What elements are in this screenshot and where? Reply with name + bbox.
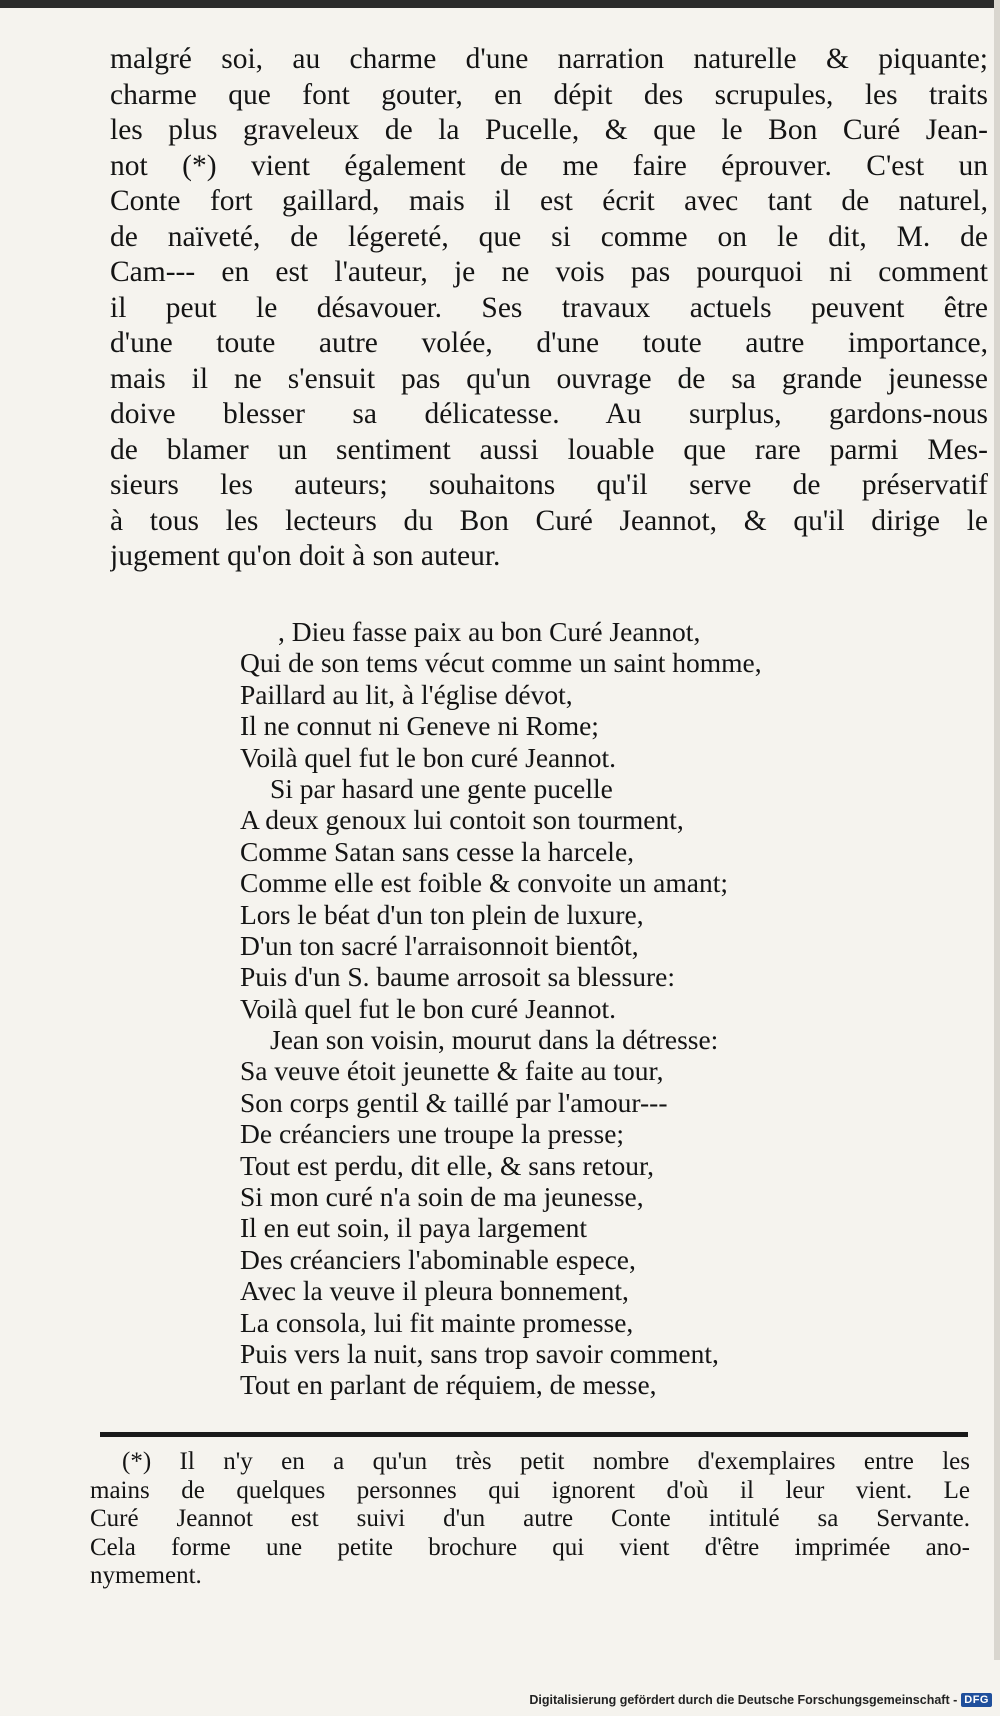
prose-line: de naïveté, de légereté, que si comme on le dit, M. de <box>110 220 988 253</box>
digitization-credit <box>529 1690 992 1710</box>
poem-line: Puis d'un S. baume arrosoit sa blessure: <box>240 961 675 993</box>
prose-line: il peut le désavouer. Ses travaux actuels peuvent être <box>110 291 988 324</box>
poem-line: Si par hasard une gente pucelle <box>270 772 613 804</box>
poem-line: A deux genoux lui contoit son tourment, <box>240 804 684 836</box>
prose-paragraph <box>110 42 988 575</box>
prose-line: not (*) vient également de me faire éprouver. C'est un <box>110 149 988 182</box>
footnote-line: Cela forme une petite brochure qui vient d'être imprimée ano- <box>90 1533 970 1561</box>
credit-text: Digitalisierung gefördert durch die Deutsche Forschungsgemeinschaft - <box>529 1693 958 1707</box>
poem-line: Paillard au lit, à l'église dévot, <box>240 678 573 710</box>
poem-line: Puis vers la nuit, sans trop savoir comment, <box>240 1337 719 1369</box>
poem-line: Qui de son tems vécut comme un saint homme, <box>240 647 762 679</box>
footnote-line: mains de quelques personnes qui ignorent d'où il leur vient. Le <box>90 1476 970 1504</box>
poem-line: Des créanciers l'abominable espece, <box>240 1243 636 1275</box>
prose-line: mais il ne s'ensuit pas qu'un ouvrage de sa grande jeunesse <box>110 362 988 395</box>
poem-line: Si mon curé n'a soin de ma jeunesse, <box>240 1181 644 1213</box>
poem-line: Son corps gentil & taillé par l'amour--- <box>240 1086 668 1118</box>
poem-line: La consola, lui fit mainte promesse, <box>240 1306 634 1338</box>
scan-right-edge <box>994 0 1000 1660</box>
poem-line: Tout est perdu, dit elle, & sans retour, <box>240 1149 654 1181</box>
poem-line: Avec la veuve il pleura bonnement, <box>240 1275 629 1307</box>
poem <box>240 616 940 1401</box>
prose-line: à tous les lecteurs du Bon Curé Jeannot, & qu'il dirige le <box>110 504 988 537</box>
poem-line: Voilà quel fut le bon curé Jeannot. <box>240 741 616 773</box>
prose-line: de blamer un sentiment aussi louable que rare parmi Mes- <box>110 433 988 466</box>
footnote-line: nymement. <box>90 1562 202 1589</box>
prose-line: malgré soi, au charme d'une narration naturelle & piquante; <box>110 43 988 75</box>
footnote <box>90 1448 970 1591</box>
prose-line: jugement qu'on doit à son auteur. <box>110 540 501 572</box>
poem-line: Comme elle est foible & convoite un amant; <box>240 867 729 899</box>
footnote-line: (*) Il n'y en a qu'un très petit nombre d'exemplaires entre les <box>122 1448 970 1475</box>
footnote-line: Curé Jeannot est suivi d'un autre Conte intitulé sa Servante. <box>90 1505 970 1532</box>
prose-line: sieurs les auteurs; souhaitons qu'il serve de préservatif <box>110 469 988 501</box>
poem-line: Tout en parlant de réquiem, de messe, <box>240 1369 657 1401</box>
dfg-logo-icon: DFG <box>961 1693 992 1707</box>
poem-line: Il ne connut ni Geneve ni Rome; <box>240 710 599 742</box>
poem-line: Comme Satan sans cesse la harcele, <box>240 835 635 867</box>
prose-line: charme que font gouter, en dépit des scrupules, les traits <box>110 78 988 111</box>
poem-line: De créanciers une troupe la presse; <box>240 1118 625 1150</box>
prose-line: Cam--- en est l'auteur, je ne vois pas pourquoi ni comment <box>110 256 988 288</box>
poem-line: Sa veuve étoit jeunette & faite au tour, <box>240 1055 664 1087</box>
poem-line: Voilà quel fut le bon curé Jeannot. <box>240 992 616 1024</box>
prose-line: d'une toute autre volée, d'une toute autre importance, <box>110 327 988 359</box>
prose-line: les plus graveleux de la Pucelle, & que le Bon Curé Jean- <box>110 114 988 146</box>
poem-line: Lors le béat d'un ton plein de luxure, <box>240 898 644 930</box>
scan-top-edge <box>0 0 1000 8</box>
footnote-separator <box>100 1432 968 1437</box>
poem-line: Il en eut soin, il paya largement <box>240 1212 587 1244</box>
poem-line: Jean son voisin, mourut dans la détresse: <box>270 1024 719 1056</box>
poem-line: , Dieu fasse paix au bon Curé Jeannot, <box>278 616 701 647</box>
poem-line: D'un ton sacré l'arraisonnoit bientôt, <box>240 929 639 961</box>
prose-line: Conte fort gaillard, mais il est écrit avec tant de naturel, <box>110 185 988 217</box>
prose-line: doive blesser sa délicatesse. Au surplus, gardons-nous <box>110 398 988 430</box>
